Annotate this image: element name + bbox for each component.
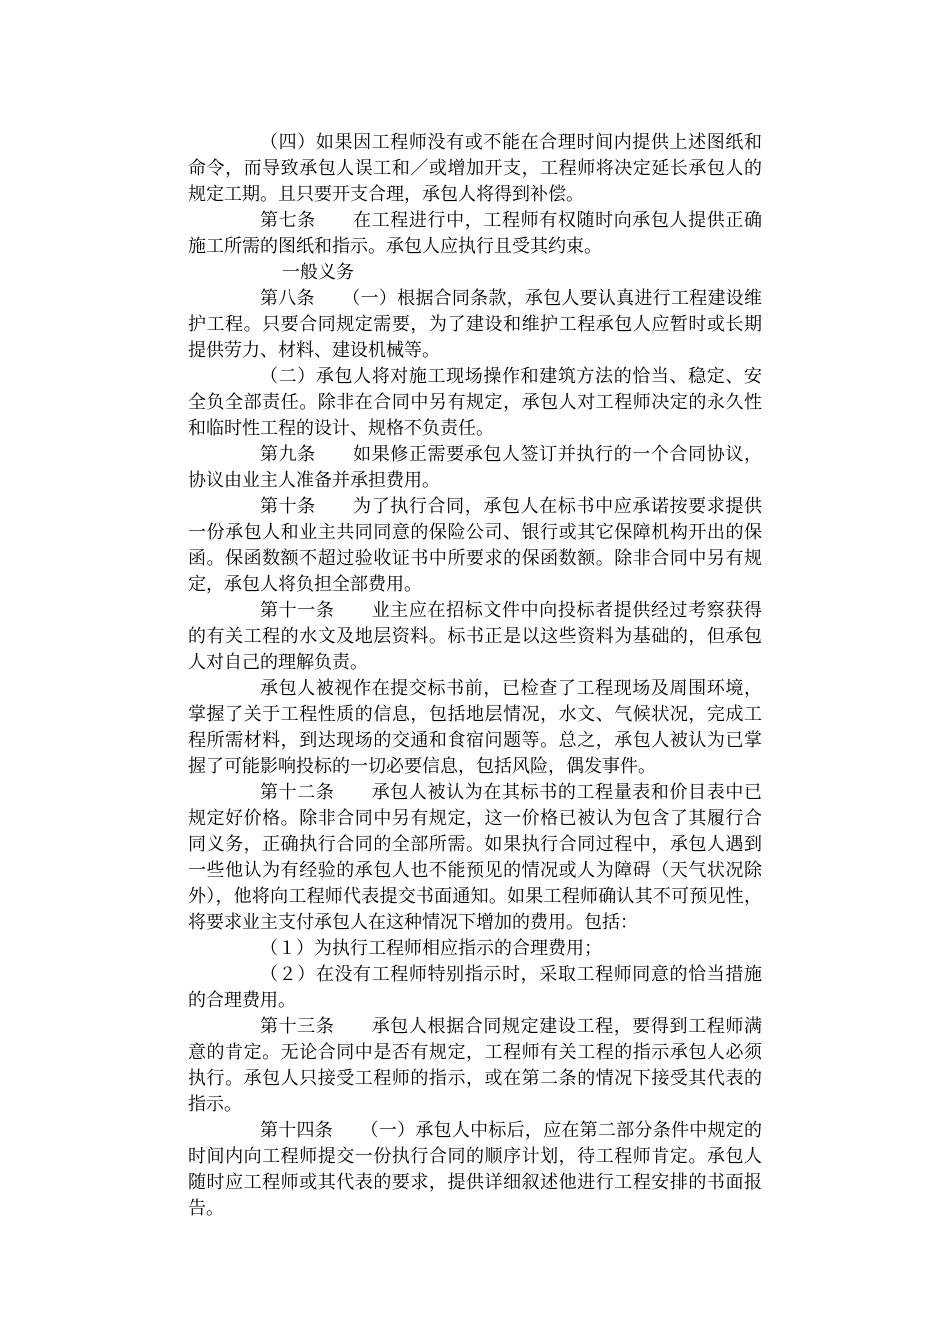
document-body (188, 130, 762, 1222)
paragraph-article-12-item-2: （２）在没有工程师特别指示时，采取工程师同意的恰当措施的合理费用。 (188, 964, 762, 1011)
paragraph-article-8-2: （二）承包人将对施工现场操作和建筑方法的恰当、稳定、安全负全部责任。除非在合同中另有规定，承包人对工程师决定的永久性和临时性工程的设计、规格不负责任。 (188, 366, 762, 439)
paragraph-article-11-site: 承包人被视作在提交标书前，已检查了工程现场及周围环境，掌握了关于工程性质的信息，包括地层情况，水文、气候状况，完成工程所需材料，到达现场的交通和食宿问题等。总之，承包人被认为已掌握了可能影响投标的一切必要信息，包括风险，偶发事件。 (188, 678, 762, 777)
paragraph-clause-6-4: （四）如果因工程师没有或不能在合理时间内提供上述图纸和命令，而导致承包人误工和／或增加开支，工程师将决定延长承包人的规定工期。且只要开支合理，承包人将得到补偿。 (188, 132, 762, 205)
paragraph-article-9: 第九条 如果修正需要承包人签订并执行的一个合同协议，协议由业主人准备并承担费用。 (188, 444, 762, 491)
paragraph-article-13: 第十三条 承包人根据合同规定建设工程，要得到工程师满意的肯定。无论合同中是否有规定，工程师有关工程的指示承包人必须执行。承包人只接受工程师的指示，或在第二条的情况下接受其代表的指示。 (188, 1016, 762, 1115)
paragraph-article-11: 第十一条 业主应在招标文件中向投标者提供经过考察获得的有关工程的水文及地层资料。标书正是以这些资料为基础的，但承包人对自己的理解负责。 (188, 600, 762, 673)
paragraph-article-14-1: 第十四条 （一）承包人中标后，应在第二部分条件中规定的时间内向工程师提交一份执行合同的顺序计划，待工程师肯定。承包人随时应工程师或其代表的要求，提供详细叙述他进行工程安排的书面报告。 (188, 1120, 762, 1219)
paragraph-article-7: 第七条 在工程进行中，工程师有权随时向承包人提供正确施工所需的图纸和指示。承包人应执行且受其约束。 (188, 210, 762, 257)
section-heading-general-obligations: 一般义务 (282, 262, 354, 283)
paragraph-article-12: 第十二条 承包人被认为在其标书的工程量表和价目表中已规定好价格。除非合同中另有规定，这一价格已被认为包含了其履行合同义务，正确执行合同的全部所需。如果执行合同过程中，承包人遇到一些他认为有经验的承包人也不能预见的情况或人为障碍（天气状况除外），他将向工程师代表提交书面通知。如果工程师确认其不可预见性，将要求业主支付承包人在这种情况下增加的费用。包括： (188, 782, 762, 933)
paragraph-article-10: 第十条 为了执行合同，承包人在标书中应承诺按要求提供一份承包人和业主共同同意的保险公司、银行或其它保障机构开出的保函。保函数额不超过验收证书中所要求的保函数额。除非合同中另有规定，承包人将负担全部费用。 (188, 496, 762, 595)
paragraph-article-8-1: 第八条 （一）根据合同条款，承包人要认真进行工程建设维护工程。只要合同规定需要，为了建设和维护工程承包人应暂时或长期提供劳力、材料、建设机械等。 (188, 288, 762, 361)
paragraph-article-12-item-1: （１）为执行工程师相应指示的合理费用； (260, 938, 602, 959)
